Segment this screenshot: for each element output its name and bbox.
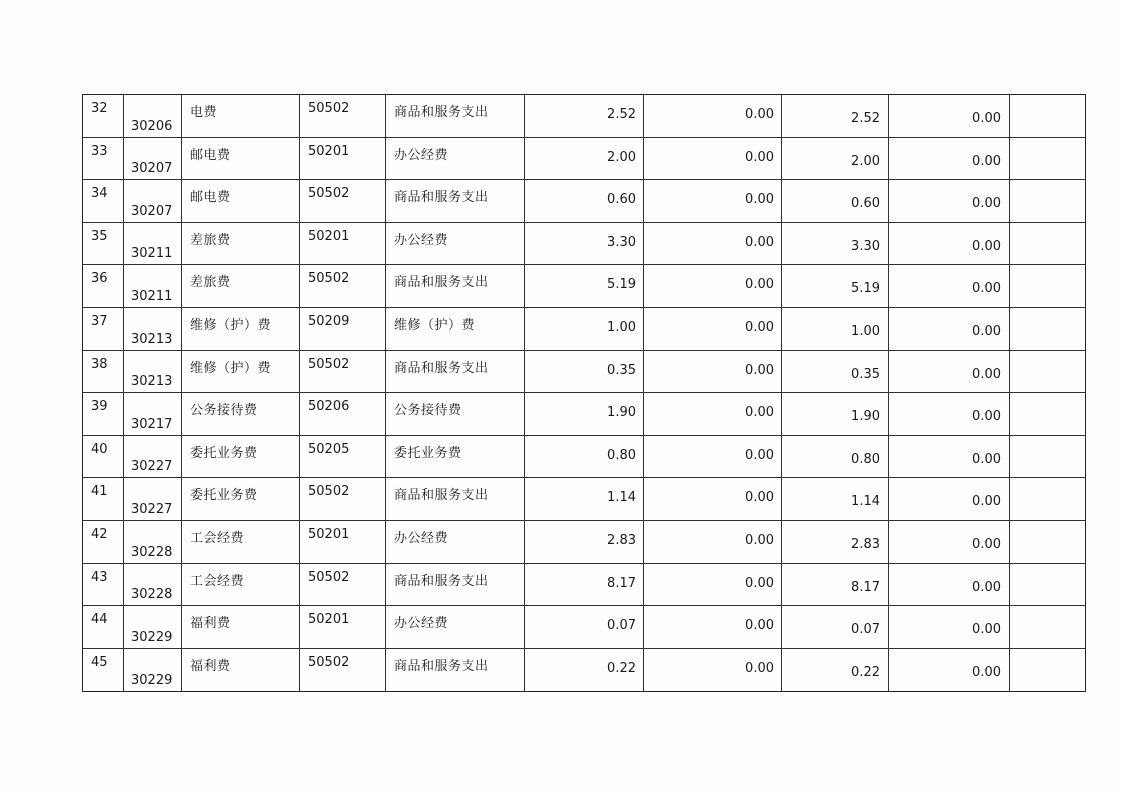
econ-name-cell [182,351,300,393]
econ-code-cell [124,180,182,222]
amount-project-text: 0.80 [851,451,880,467]
func-name-text: 办公经费 [394,530,449,546]
amount-basic-text: 0.00 [745,149,774,165]
func-name-cell [386,351,525,393]
amount-other-cell [889,351,1010,393]
func-code-text: 50201 [308,228,350,244]
econ-name-cell [182,223,300,265]
row-index-cell [83,649,124,692]
amount-project-text: 0.35 [851,366,880,382]
amount-project-cell [782,393,889,435]
econ-code-text: 30229 [131,673,173,689]
blank-cell [1010,308,1085,350]
func-code-cell [300,393,386,435]
amount-project-cell [782,436,889,478]
func-code-cell [300,564,386,606]
econ-code-cell [124,478,182,520]
amount-basic-cell [644,564,782,606]
econ-name-cell [182,308,300,350]
amount-basic-text: 0.00 [745,575,774,591]
func-code-cell [300,351,386,393]
blank-cell [1010,521,1085,563]
table-row [83,223,1085,266]
blank-cell [1010,180,1085,222]
func-code-cell [300,521,386,563]
blank-cell [1010,223,1085,265]
amount-basic-text: 0.00 [745,192,774,208]
econ-code-text: 30213 [131,374,173,390]
econ-name-text: 公务接待费 [190,403,258,419]
amount-project-text: 5.19 [851,281,880,297]
amount-other-text: 0.00 [972,409,1001,425]
econ-name-cell [182,393,300,435]
amount-basic-text: 0.00 [745,532,774,548]
amount-total-text: 5.19 [607,277,636,293]
econ-code-text: 30228 [131,587,173,603]
amount-total-cell [525,223,644,265]
amount-total-text: 2.83 [607,532,636,548]
amount-basic-text: 0.00 [745,618,774,634]
econ-name-cell [182,138,300,180]
table-row [83,308,1085,351]
amount-other-text: 0.00 [972,323,1001,339]
row-index-text: 41 [91,484,108,500]
table-row [83,564,1085,607]
econ-code-text: 30229 [131,629,173,645]
func-name-cell [386,649,525,692]
row-index-text: 35 [91,228,108,244]
amount-other-text: 0.00 [972,536,1001,552]
row-index-cell [83,393,124,435]
amount-total-cell [525,521,644,563]
amount-other-text: 0.00 [972,366,1001,382]
amount-project-cell [782,265,889,307]
func-name-text: 商品和服务支出 [394,190,489,206]
econ-name-cell [182,606,300,648]
econ-code-text: 30227 [131,459,173,475]
amount-other-text: 0.00 [972,153,1001,169]
func-code-text: 50502 [308,186,350,202]
amount-project-text: 1.00 [851,323,880,339]
econ-code-text: 30207 [131,161,173,177]
func-name-text: 办公经费 [394,147,449,163]
row-index-text: 33 [91,143,108,159]
func-name-text: 商品和服务支出 [394,360,489,376]
amount-project-text: 1.14 [851,494,880,510]
amount-basic-cell [644,308,782,350]
amount-basic-text: 0.00 [745,490,774,506]
amount-basic-cell [644,265,782,307]
func-name-text: 公务接待费 [394,403,462,419]
func-code-text: 50209 [308,313,350,329]
amount-other-cell [889,308,1010,350]
amount-total-cell [525,478,644,520]
amount-other-cell [889,606,1010,648]
amount-total-cell [525,95,644,137]
econ-name-cell [182,180,300,222]
row-index-cell [83,521,124,563]
econ-name-text: 邮电费 [190,190,231,206]
func-name-cell [386,564,525,606]
amount-other-text: 0.00 [972,451,1001,467]
row-index-cell [83,138,124,180]
amount-basic-cell [644,478,782,520]
func-name-cell [386,180,525,222]
amount-total-text: 2.52 [607,107,636,122]
amount-other-text: 0.00 [972,111,1001,126]
func-name-text: 商品和服务支出 [394,105,489,120]
row-index-cell [83,564,124,606]
amount-basic-cell [644,180,782,222]
econ-name-text: 委托业务费 [190,445,258,461]
func-name-text: 办公经费 [394,232,449,248]
econ-name-cell [182,564,300,606]
amount-basic-text: 0.00 [745,234,774,250]
amount-basic-cell [644,521,782,563]
amount-total-text: 0.35 [607,362,636,378]
blank-cell [1010,265,1085,307]
amount-other-text: 0.00 [972,579,1001,595]
amount-other-text: 0.00 [972,494,1001,510]
econ-name-cell [182,649,300,692]
amount-other-text: 0.00 [972,281,1001,297]
amount-total-cell [525,436,644,478]
amount-other-text: 0.00 [972,196,1001,212]
econ-code-cell [124,564,182,606]
amount-other-text: 0.00 [972,622,1001,638]
func-code-text: 50201 [308,526,350,542]
amount-project-cell [782,606,889,648]
blank-cell [1010,436,1085,478]
amount-project-text: 1.90 [851,409,880,425]
amount-basic-text: 0.00 [745,277,774,293]
amount-basic-cell [644,138,782,180]
amount-total-text: 2.00 [607,149,636,165]
func-code-cell [300,478,386,520]
func-code-text: 50502 [308,654,350,670]
econ-name-cell [182,436,300,478]
econ-name-text: 福利费 [190,616,231,632]
table-row [83,180,1085,223]
amount-project-cell [782,223,889,265]
amount-basic-cell [644,223,782,265]
econ-code-text: 30213 [131,331,173,347]
econ-name-cell [182,95,300,137]
amount-project-cell [782,351,889,393]
func-code-cell [300,180,386,222]
row-index-text: 39 [91,399,108,415]
econ-name-cell [182,521,300,563]
table-row [83,436,1085,479]
blank-cell [1010,564,1085,606]
amount-project-cell [782,180,889,222]
table-row [83,265,1085,308]
amount-total-cell [525,265,644,307]
econ-code-text: 30217 [131,416,173,432]
func-code-cell [300,308,386,350]
amount-other-cell [889,393,1010,435]
amount-basic-cell [644,95,782,137]
econ-name-text: 差旅费 [190,275,231,291]
econ-code-cell [124,606,182,648]
econ-code-cell [124,436,182,478]
amount-total-cell [525,308,644,350]
func-code-cell [300,223,386,265]
amount-total-text: 3.30 [607,234,636,250]
row-index-cell [83,308,124,350]
expenditure-table [82,94,1086,692]
func-name-text: 商品和服务支出 [394,488,489,504]
amount-basic-text: 0.00 [745,405,774,421]
row-index-cell [83,351,124,393]
econ-code-text: 30228 [131,544,173,560]
amount-total-text: 0.80 [607,447,636,463]
econ-code-cell [124,649,182,692]
amount-basic-cell [644,351,782,393]
table-row [83,478,1085,521]
func-code-cell [300,95,386,137]
amount-basic-text: 0.00 [745,660,774,676]
blank-cell [1010,138,1085,180]
amount-basic-text: 0.00 [745,107,774,122]
table-row [83,393,1085,436]
amount-project-cell [782,478,889,520]
econ-code-cell [124,351,182,393]
row-index-text: 44 [91,612,108,628]
row-index-text: 36 [91,271,108,287]
func-code-text: 50502 [308,101,350,116]
amount-other-cell [889,95,1010,137]
econ-name-text: 邮电费 [190,147,231,163]
econ-code-cell [124,95,182,137]
row-index-text: 40 [91,441,108,457]
row-index-text: 37 [91,313,108,329]
amount-project-cell [782,649,889,692]
econ-name-cell [182,478,300,520]
func-code-text: 50502 [308,484,350,500]
amount-total-text: 0.07 [607,618,636,634]
amount-total-cell [525,138,644,180]
amount-other-cell [889,478,1010,520]
amount-project-text: 8.17 [851,579,880,595]
econ-name-text: 差旅费 [190,232,231,248]
table-row [83,351,1085,394]
table-row [83,521,1085,564]
econ-name-text: 委托业务费 [190,488,258,504]
amount-total-text: 1.00 [607,319,636,335]
row-index-cell [83,180,124,222]
blank-cell [1010,606,1085,648]
amount-other-text: 0.00 [972,664,1001,680]
amount-total-cell [525,649,644,692]
func-code-text: 50502 [308,356,350,372]
func-code-cell [300,436,386,478]
blank-cell [1010,478,1085,520]
econ-name-text: 福利费 [190,658,231,674]
func-code-text: 50201 [308,612,350,628]
func-name-cell [386,308,525,350]
func-name-cell [386,393,525,435]
func-name-text: 商品和服务支出 [394,658,489,674]
func-code-text: 50201 [308,143,350,159]
table-row [83,606,1085,649]
func-code-cell [300,265,386,307]
amount-project-text: 2.00 [851,153,880,169]
amount-other-cell [889,649,1010,692]
econ-code-cell [124,393,182,435]
row-index-cell [83,265,124,307]
amount-basic-cell [644,436,782,478]
amount-other-text: 0.00 [972,238,1001,254]
amount-basic-text: 0.00 [745,447,774,463]
amount-other-cell [889,564,1010,606]
func-name-cell [386,138,525,180]
econ-code-text: 30227 [131,501,173,517]
econ-name-text: 维修（护）费 [190,360,272,376]
row-index-text: 43 [91,569,108,585]
amount-other-cell [889,138,1010,180]
func-code-text: 50502 [308,569,350,585]
blank-cell [1010,95,1085,137]
func-name-cell [386,95,525,137]
econ-name-text: 维修（护）费 [190,317,272,333]
econ-code-text: 30211 [131,246,173,262]
func-code-cell [300,649,386,692]
func-name-text: 商品和服务支出 [394,573,489,589]
amount-basic-text: 0.00 [745,362,774,378]
table-row [83,649,1085,692]
amount-basic-cell [644,649,782,692]
econ-name-text: 工会经费 [190,530,245,546]
amount-total-text: 8.17 [607,575,636,591]
econ-code-text: 30211 [131,288,173,304]
econ-code-cell [124,223,182,265]
row-index-text: 32 [91,101,108,116]
row-index-text: 34 [91,186,108,202]
func-code-cell [300,138,386,180]
row-index-text: 38 [91,356,108,372]
func-name-cell [386,521,525,563]
table-row [83,95,1085,138]
row-index-cell [83,478,124,520]
func-code-cell [300,606,386,648]
amount-project-cell [782,138,889,180]
amount-project-text: 2.83 [851,536,880,552]
amount-other-cell [889,521,1010,563]
amount-total-cell [525,393,644,435]
func-name-cell [386,265,525,307]
row-index-cell [83,606,124,648]
amount-project-text: 0.07 [851,622,880,638]
func-code-text: 50206 [308,399,350,415]
blank-cell [1010,393,1085,435]
econ-code-cell [124,308,182,350]
amount-other-cell [889,223,1010,265]
amount-basic-text: 0.00 [745,319,774,335]
func-name-cell [386,223,525,265]
amount-other-cell [889,436,1010,478]
func-name-text: 委托业务费 [394,445,462,461]
amount-project-text: 3.30 [851,238,880,254]
amount-project-text: 2.52 [851,111,880,126]
econ-code-cell [124,138,182,180]
row-index-text: 45 [91,654,108,670]
amount-other-cell [889,265,1010,307]
amount-total-text: 0.60 [607,192,636,208]
amount-basic-cell [644,606,782,648]
econ-code-cell [124,265,182,307]
func-name-text: 维修（护）费 [394,317,476,333]
amount-project-cell [782,521,889,563]
row-index-cell [83,95,124,137]
amount-project-cell [782,564,889,606]
amount-project-text: 0.60 [851,196,880,212]
amount-other-cell [889,180,1010,222]
amount-project-text: 0.22 [851,664,880,680]
func-name-cell [386,436,525,478]
row-index-text: 42 [91,526,108,542]
amount-project-cell [782,308,889,350]
func-name-text: 办公经费 [394,616,449,632]
econ-name-text: 工会经费 [190,573,245,589]
econ-code-cell [124,521,182,563]
row-index-cell [83,223,124,265]
amount-project-cell [782,95,889,137]
econ-name-cell [182,265,300,307]
econ-code-text: 30207 [131,203,173,219]
table-row [83,138,1085,181]
func-name-text: 商品和服务支出 [394,275,489,291]
func-name-cell [386,478,525,520]
blank-cell [1010,351,1085,393]
amount-total-text: 0.22 [607,660,636,676]
func-code-text: 50502 [308,271,350,287]
amount-total-cell [525,351,644,393]
amount-total-cell [525,564,644,606]
econ-name-text: 电费 [190,105,218,120]
amount-total-text: 1.90 [607,405,636,421]
func-code-text: 50205 [308,441,350,457]
amount-basic-cell [644,393,782,435]
amount-total-cell [525,180,644,222]
amount-total-text: 1.14 [607,490,636,506]
blank-cell [1010,649,1085,692]
func-name-cell [386,606,525,648]
econ-code-text: 30206 [131,118,173,134]
row-index-cell [83,436,124,478]
amount-total-cell [525,606,644,648]
